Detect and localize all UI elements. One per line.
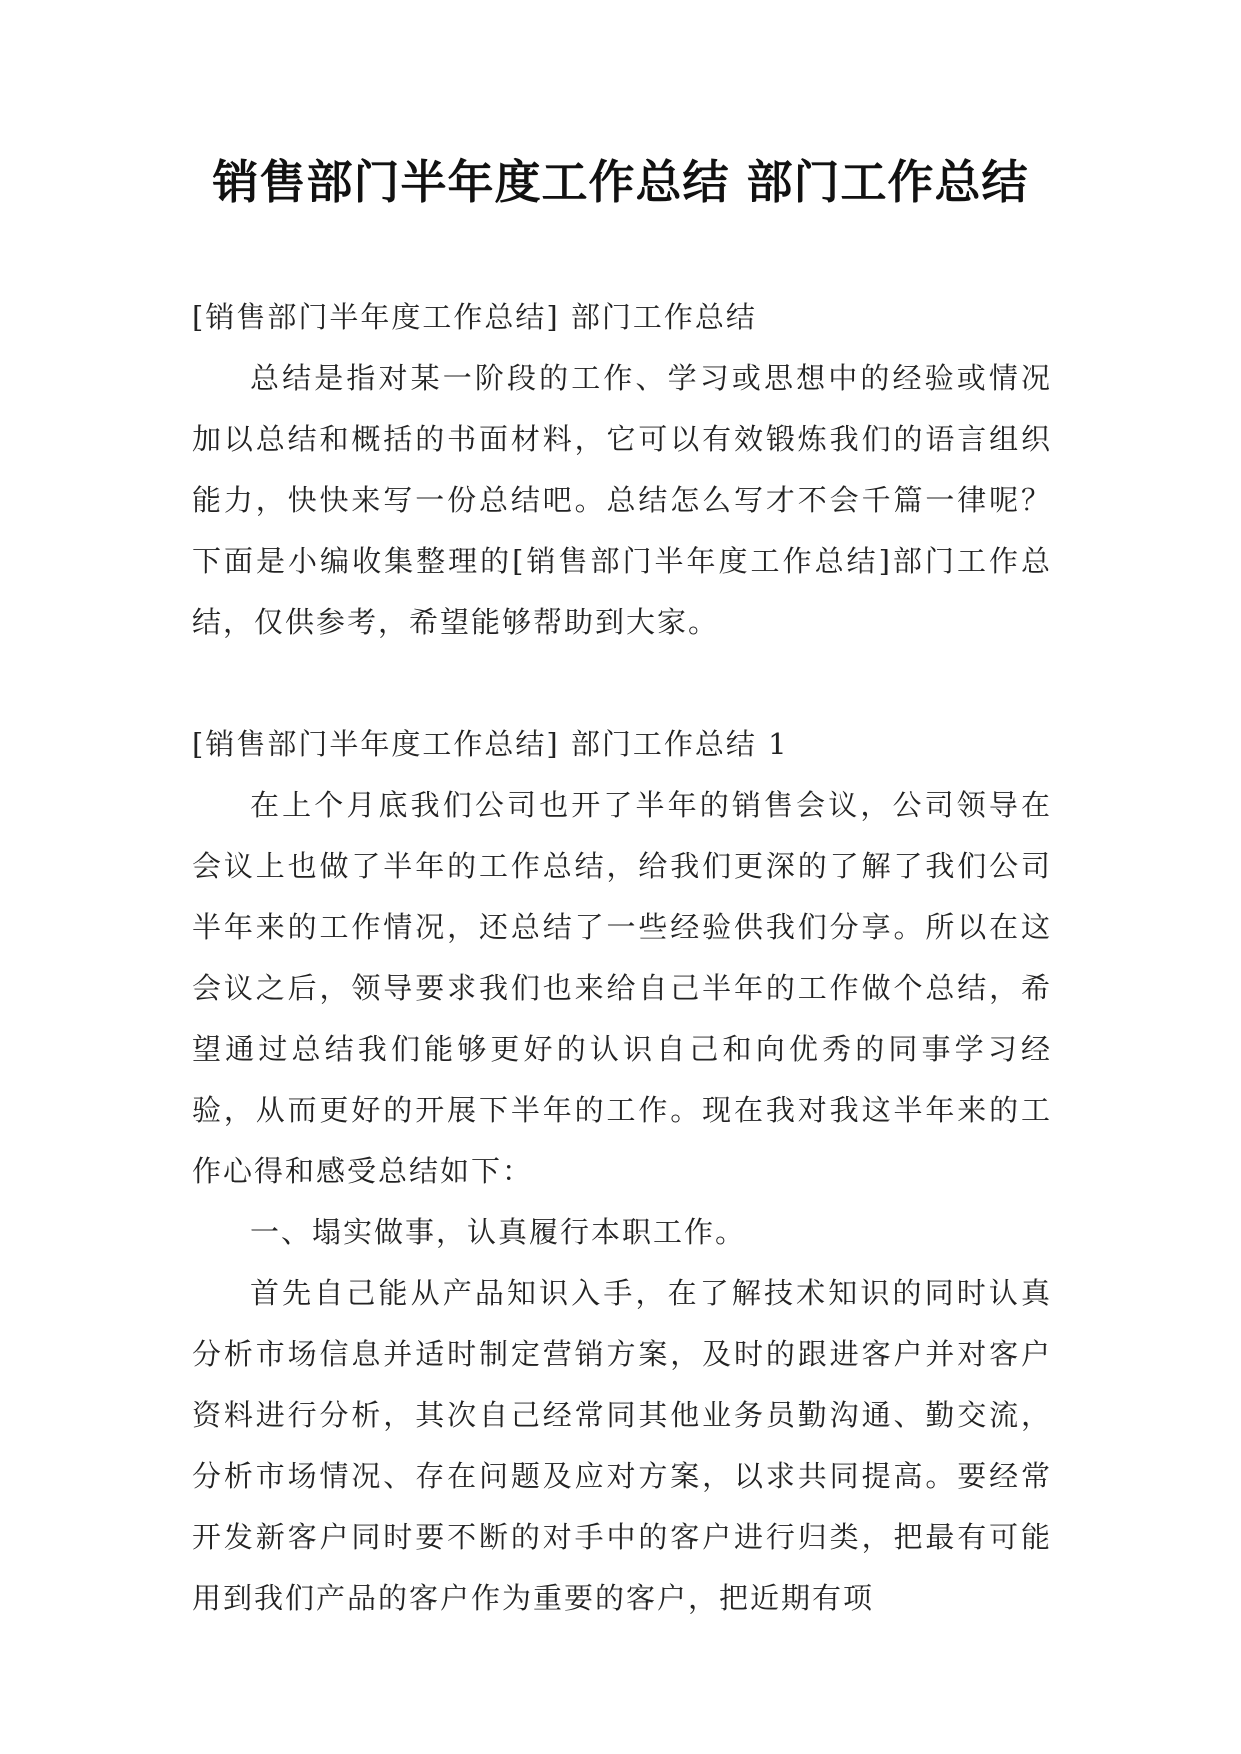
section1-heading: [销售部门半年度工作总结] 部门工作总结 1 [192,727,789,761]
section1-paragraph-1: 在上个月底我们公司也开了半年的销售会议，公司领导在会议上也做了半年的工作总结，给我们更深的了解了我们公司半年来的工作情况，还总结了一些经验供我们分享。所以在这会议之后，领导要求我们也来给自己半年的工作做个总结，希望通过总结我们能够更好的认识自己和向优秀的同事学习经验，从而更好的开展下半年的工作。现在我对我这半年来的工作心得和感受总结如下： [192,788,1052,1188]
document-body [192,287,1052,1629]
document-title: 销售部门半年度工作总结 部门工作总结 [212,155,1029,209]
intro-paragraph: 总结是指对某一阶段的工作、学习或思想中的经验或情况加以总结和概括的书面材料，它可以有效锻炼我们的语言组织能力，快快来写一份总结吧。总结怎么写才不会千篇一律呢？下面是小编收集整理的[销售部门半年度工作总结]部门工作总结，仅供参考，希望能够帮助到大家。 [192,361,1052,639]
section1-paragraph-2: 首先自己能从产品知识入手，在了解技术知识的同时认真分析市场信息并适时制定营销方案，及时的跟进客户并对客户资料进行分析，其次自己经常同其他业务员勤沟通、勤交流，分析市场情况、存在问题及应对方案，以求共同提高。要经常开发新客户同时要不断的对手中的客户进行归类，把最有可能用到我们产品的客户作为重要的客户，把近期有项 [192,1276,1052,1615]
section-spacer [192,653,1052,714]
section1-point-1: 一、塌实做事，认真履行本职工作。 [250,1215,747,1249]
intro-heading: [销售部门半年度工作总结] 部门工作总结 [192,300,757,334]
